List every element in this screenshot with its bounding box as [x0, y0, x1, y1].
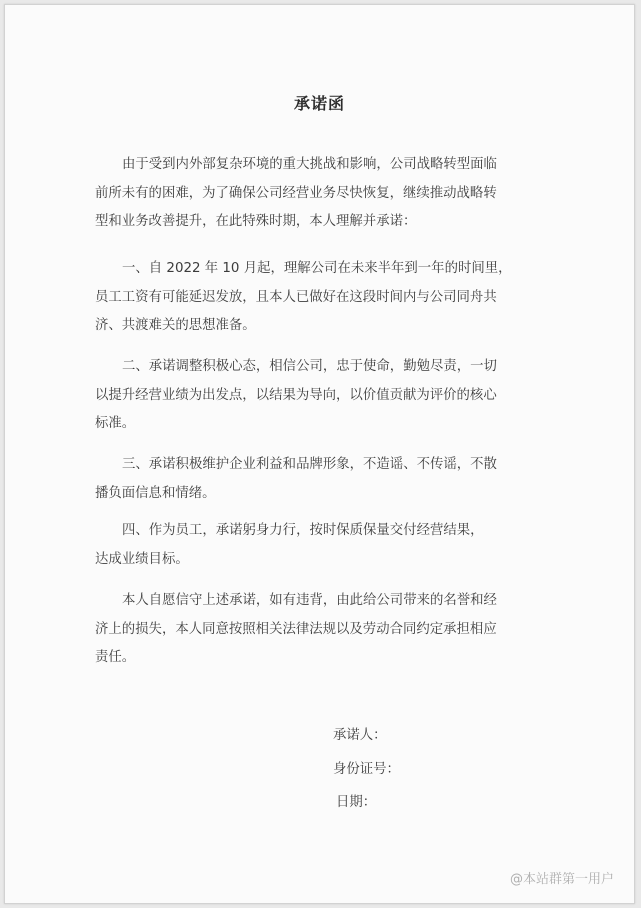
paragraph-item-3 — [95, 451, 565, 508]
signature-block — [333, 719, 400, 820]
paragraph-line: 标准。 — [95, 416, 136, 432]
paragraph-item-4 — [95, 517, 565, 574]
paragraph-line: 济、共渡难关的思想准备。 — [95, 318, 256, 334]
paragraph-item-2 — [95, 353, 565, 439]
promisor-label: 承诺人： — [333, 728, 387, 743]
document-page — [4, 4, 635, 904]
paragraph-intro — [95, 151, 565, 237]
paragraph-line: 责任。 — [95, 650, 136, 666]
paragraph-line: 三、承诺积极维护企业利益和品牌形象，不造谣、不传谣，不散 — [122, 457, 497, 472]
paragraph-line: 型和业务改善提升，在此特殊时期，本人理解并承诺： — [95, 214, 417, 230]
paragraph-line: 以提升经营业绩为出发点，以结果为导向，以价值贡献为评价的核心 — [95, 387, 497, 403]
paragraph-line: 济上的损失，本人同意按照相关法律法规以及劳动合同约定承担相应 — [95, 621, 497, 637]
paragraph-line: 本人自愿信守上述承诺，如有违背，由此给公司带来的名誉和经 — [122, 593, 497, 608]
paragraph-line: 四、作为员工，承诺躬身力行，按时保质保量交付经营结果， — [122, 523, 484, 538]
watermark: @本站群第一用户 — [509, 872, 614, 887]
date-label: 日期： — [336, 795, 377, 810]
paragraph-item-1 — [95, 255, 565, 341]
paragraph-line: 员工工资有可能延迟发放，且本人已做好在这段时间内与公司同舟共 — [95, 289, 497, 305]
document-title: 承诺函 — [293, 94, 345, 113]
id-number-label: 身份证号： — [333, 761, 400, 777]
paragraph-closing — [95, 587, 565, 673]
paragraph-line: 前所未有的困难，为了确保公司经营业务尽快恢复，继续推动战略转 — [95, 185, 497, 201]
paragraph-line: 由于受到内外部复杂环境的重大挑战和影响，公司战略转型面临 — [122, 157, 497, 172]
paragraph-line: 播负面信息和情绪。 — [95, 485, 216, 501]
paragraph-line: 达成业绩目标。 — [95, 551, 189, 567]
paragraph-line: 一、自 2022 年 10 月起，理解公司在未来半年到一年的时间里， — [122, 261, 512, 276]
paragraph-line: 二、承诺调整积极心态，相信公司，忠于使命，勤勉尽责，一切 — [122, 359, 497, 374]
